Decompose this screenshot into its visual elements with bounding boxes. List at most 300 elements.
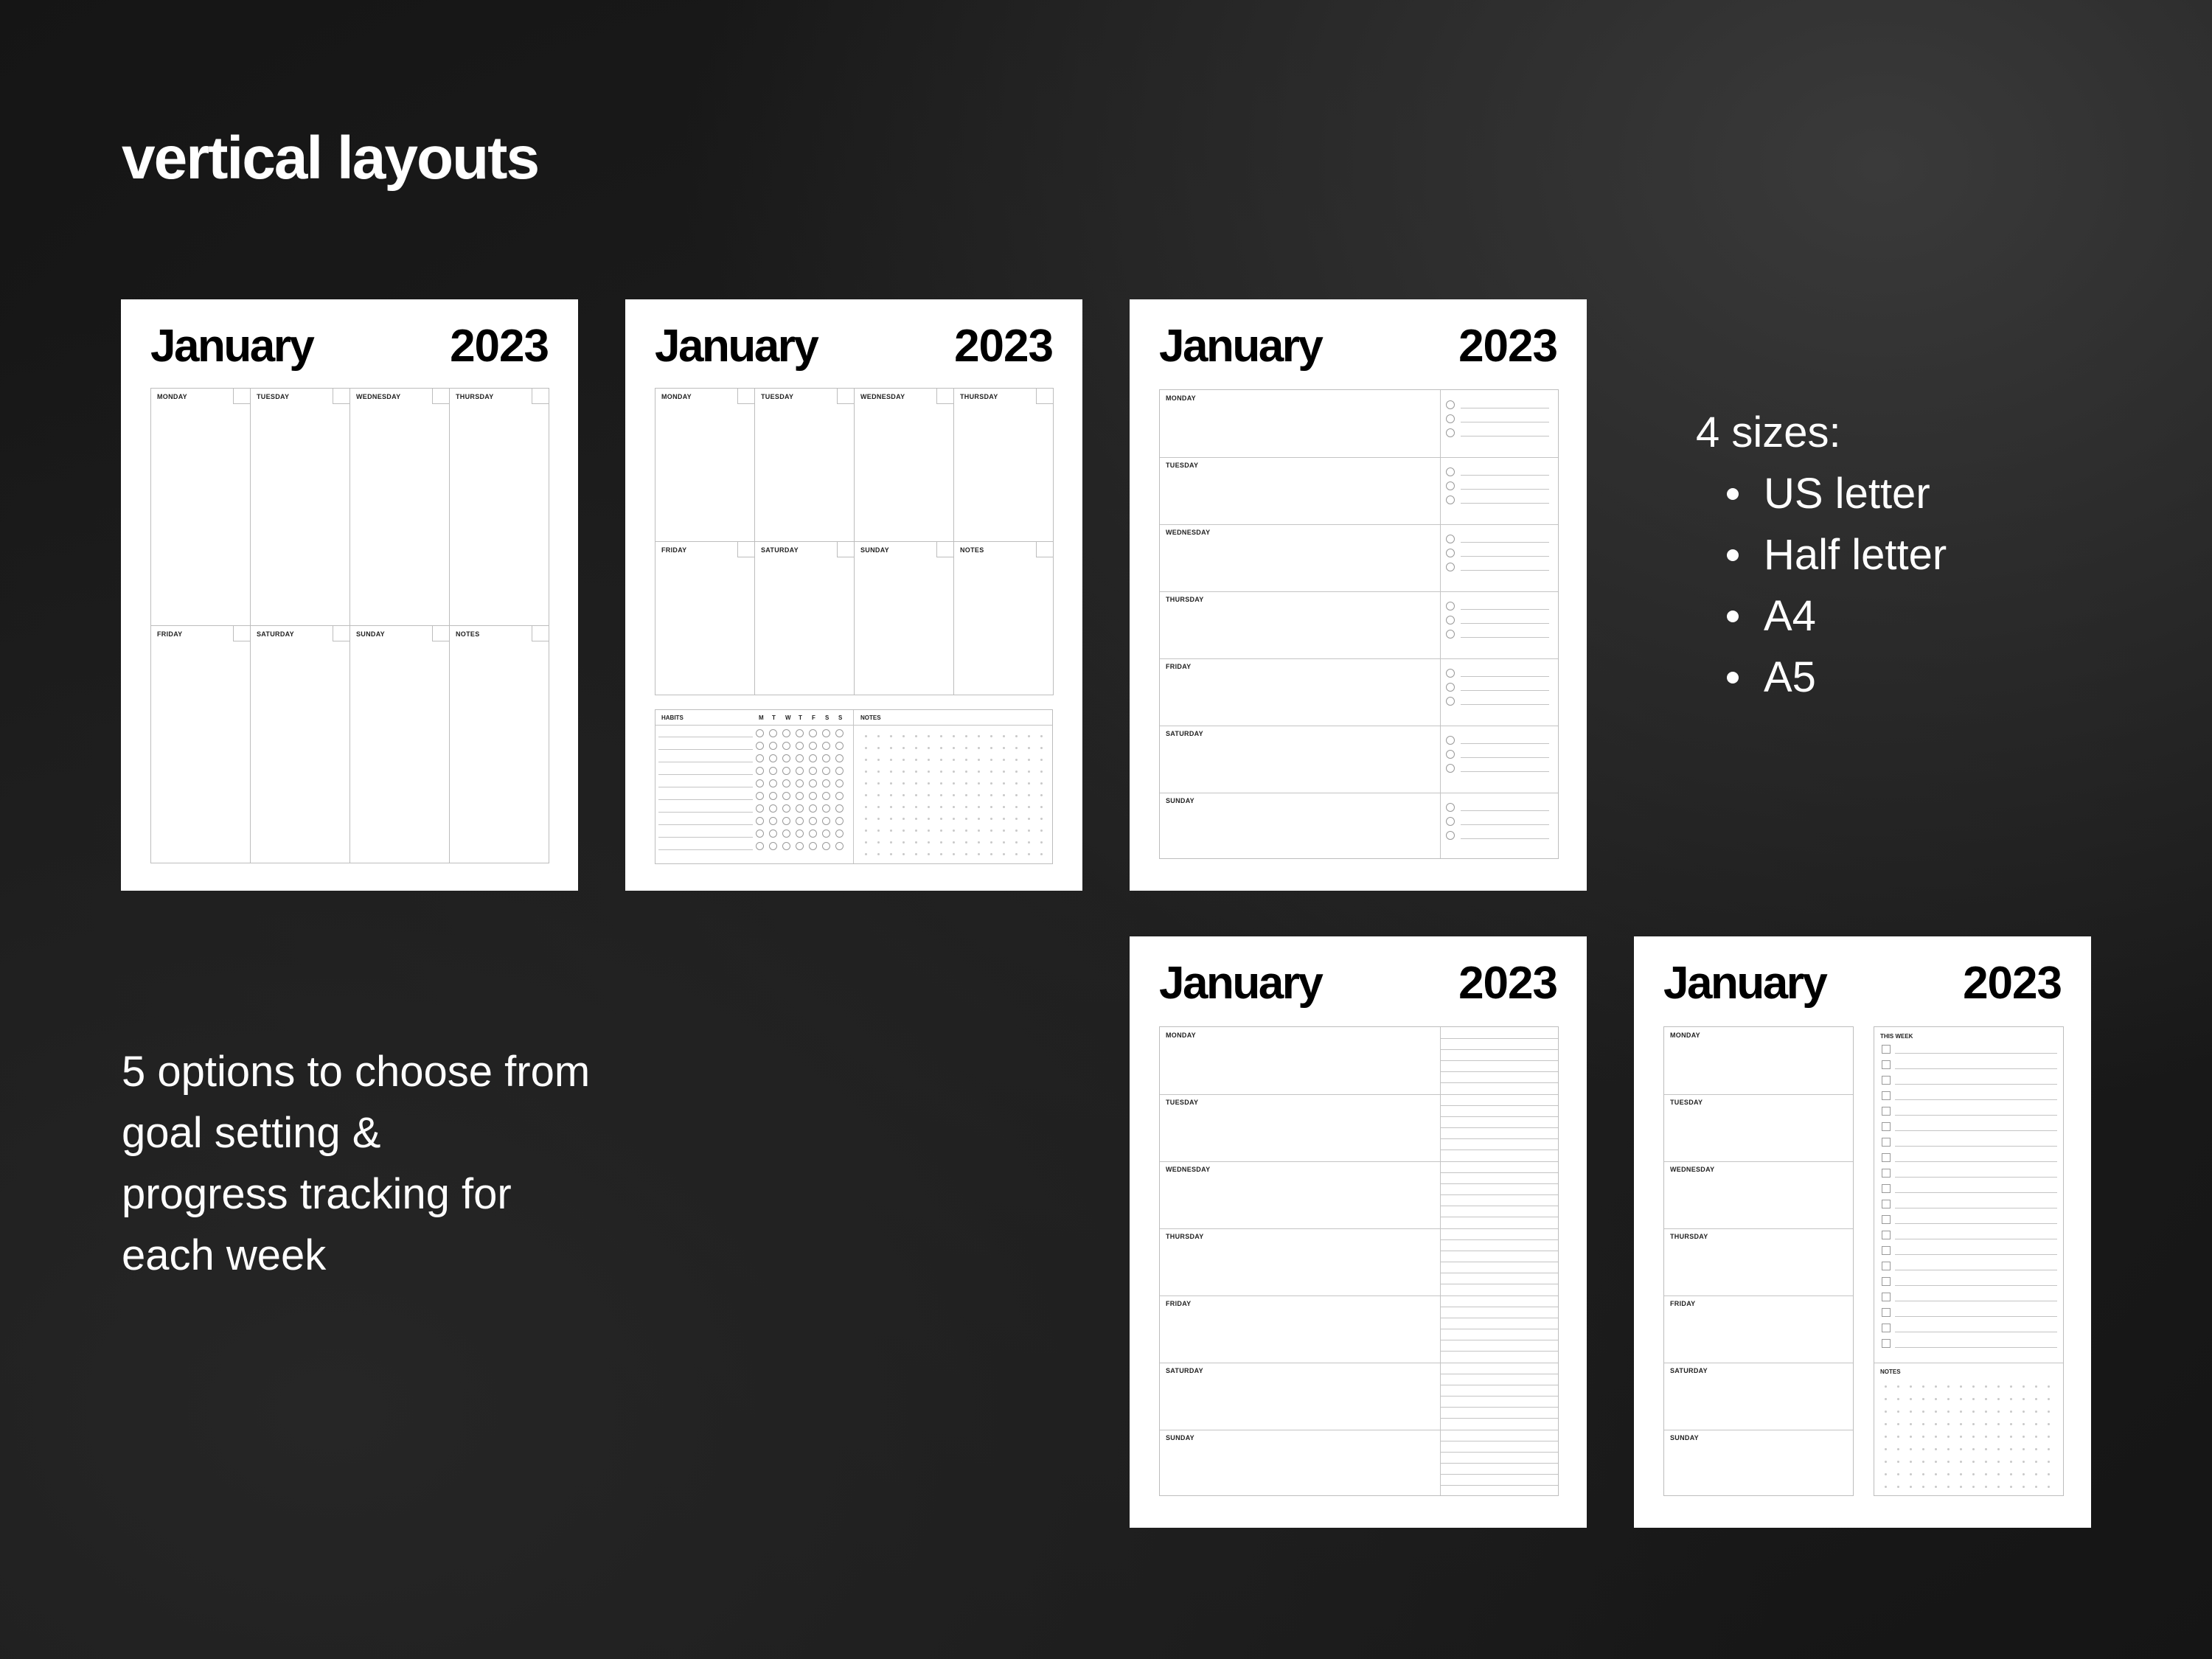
dot-grid <box>928 853 930 855</box>
task-line <box>1895 1285 2057 1286</box>
habit-circle <box>835 754 844 762</box>
day-label: THURSDAY <box>1166 596 1204 603</box>
date-tab <box>936 388 954 404</box>
task-circle <box>1446 414 1455 423</box>
dot-grid <box>1003 853 1005 855</box>
dot-grid <box>902 806 905 808</box>
dot-grid <box>1922 1461 1924 1463</box>
dot-grid <box>1997 1486 2000 1488</box>
dot-grid <box>1985 1461 1987 1463</box>
habit-line <box>658 774 753 775</box>
dot-grid <box>865 806 867 808</box>
habit-line <box>658 824 753 825</box>
dot-grid <box>1003 771 1005 773</box>
dot-grid <box>1947 1448 1950 1450</box>
date-tab <box>1036 541 1054 557</box>
dot-grid <box>915 759 917 761</box>
day-label: FRIDAY <box>157 630 183 638</box>
row-divider <box>1160 1228 1558 1229</box>
task-line <box>1895 1068 2057 1069</box>
dot-grid <box>990 818 992 820</box>
habit-circle <box>796 804 804 813</box>
dot-grid <box>1985 1448 1987 1450</box>
dot-grid <box>1935 1486 1937 1488</box>
task-circle <box>1446 428 1455 437</box>
row-divider <box>1664 1161 1853 1162</box>
dot-grid <box>902 830 905 832</box>
habit-circle <box>809 742 817 750</box>
date-tab <box>837 388 855 404</box>
dot-grid <box>2023 1473 2025 1475</box>
dot-grid <box>1028 759 1030 761</box>
day-box <box>655 388 755 542</box>
dot-grid <box>2035 1398 2037 1400</box>
day-box <box>150 388 251 626</box>
date-tab <box>233 388 251 404</box>
dot-grid <box>990 853 992 855</box>
dot-grid <box>1947 1423 1950 1425</box>
date-tab <box>737 541 755 557</box>
habit-circle <box>796 779 804 787</box>
dot-grid <box>940 735 942 737</box>
day-label: THURSDAY <box>456 393 494 400</box>
dot-grid <box>1985 1398 1987 1400</box>
dot-grid <box>2048 1486 2050 1488</box>
dot-grid <box>1947 1385 1950 1388</box>
row-divider <box>1160 1094 1558 1095</box>
dot-grid <box>940 759 942 761</box>
task-line <box>1461 503 1549 504</box>
size-item: A4 <box>1727 585 1947 647</box>
dot-grid <box>953 818 955 820</box>
lined-row <box>1440 1105 1558 1106</box>
dot-grid <box>1040 735 1043 737</box>
dot-grid <box>1910 1486 1912 1488</box>
date-tab <box>532 625 549 641</box>
dot-grid <box>1972 1473 1975 1475</box>
dot-grid <box>1922 1486 1924 1488</box>
dot-grid <box>902 794 905 796</box>
dot-grid <box>1897 1473 1899 1475</box>
dot-grid <box>1885 1448 1887 1450</box>
day-box <box>349 625 450 863</box>
dot-grid <box>877 841 880 844</box>
dot-grid <box>1997 1461 2000 1463</box>
task-line <box>1461 771 1549 772</box>
task-line <box>1461 542 1549 543</box>
dot-grid <box>1028 794 1030 796</box>
habit-circle <box>796 817 804 825</box>
this-week-label: THIS WEEK <box>1880 1033 1913 1040</box>
day-label: THURSDAY <box>960 393 998 400</box>
dot-grid <box>1885 1385 1887 1388</box>
dot-grid <box>940 747 942 749</box>
dot-grid <box>1935 1398 1937 1400</box>
task-line <box>1461 743 1549 744</box>
dot-grid <box>1040 853 1043 855</box>
task-checkbox <box>1882 1339 1891 1348</box>
row-divider <box>1160 1161 1558 1162</box>
habit-day-label: W <box>785 714 791 721</box>
row-divider <box>1160 658 1558 659</box>
day-label: WEDNESDAY <box>1166 529 1211 536</box>
dot-grid <box>1885 1411 1887 1413</box>
dot-grid <box>865 759 867 761</box>
task-line <box>1895 1254 2057 1255</box>
page-header <box>1159 320 1557 379</box>
dot-grid <box>1935 1473 1937 1475</box>
task-circle <box>1446 630 1455 639</box>
dot-grid <box>965 806 967 808</box>
habit-circle <box>822 742 830 750</box>
dot-grid <box>1040 841 1043 844</box>
day-label: SUNDAY <box>1670 1434 1699 1441</box>
habit-circle <box>796 754 804 762</box>
dot-grid <box>915 818 917 820</box>
habit-circle <box>796 830 804 838</box>
day-label: SATURDAY <box>1166 730 1203 737</box>
habit-circle <box>835 729 844 737</box>
dot-grid <box>1897 1398 1899 1400</box>
dot-grid <box>2048 1385 2050 1388</box>
dot-grid <box>1885 1398 1887 1400</box>
dot-grid <box>890 853 892 855</box>
task-circle <box>1446 467 1455 476</box>
dot-grid <box>1003 841 1005 844</box>
dot-grid <box>965 735 967 737</box>
dot-grid <box>1947 1411 1950 1413</box>
habit-day-label: S <box>825 714 830 721</box>
page-month: January <box>150 321 313 372</box>
notes-label: NOTES <box>1880 1368 1901 1375</box>
dot-grid <box>1910 1436 1912 1438</box>
habit-circle <box>769 830 777 838</box>
dot-grid <box>890 747 892 749</box>
dot-grid <box>1015 771 1018 773</box>
lined-row <box>1440 1463 1558 1464</box>
task-circle <box>1446 683 1455 692</box>
dot-grid <box>1935 1448 1937 1450</box>
divider <box>655 725 1052 726</box>
row-divider <box>1664 1094 1853 1095</box>
dot-grid <box>1910 1473 1912 1475</box>
dot-grid <box>1040 818 1043 820</box>
habit-circle <box>822 767 830 775</box>
task-circle <box>1446 669 1455 678</box>
dot-grid <box>1960 1486 1962 1488</box>
dot-grid <box>2023 1411 2025 1413</box>
dot-grid <box>2023 1398 2025 1400</box>
task-circle <box>1446 495 1455 504</box>
lined-row <box>1440 1060 1558 1061</box>
dot-grid <box>890 782 892 785</box>
dot-grid <box>902 735 905 737</box>
habit-circle <box>835 817 844 825</box>
date-tab <box>837 541 855 557</box>
dot-grid <box>928 747 930 749</box>
habit-circle <box>835 742 844 750</box>
habit-line <box>658 849 753 850</box>
dot-grid <box>902 782 905 785</box>
dot-grid <box>953 782 955 785</box>
dot-grid <box>1922 1448 1924 1450</box>
day-label: NOTES <box>960 546 984 554</box>
dot-grid <box>877 747 880 749</box>
dot-grid <box>902 771 905 773</box>
task-line <box>1895 1161 2057 1162</box>
habit-circle <box>782 779 790 787</box>
habit-circle <box>769 754 777 762</box>
dot-grid <box>1910 1461 1912 1463</box>
dot-grid <box>965 759 967 761</box>
dot-grid <box>978 841 980 844</box>
dot-grid <box>890 794 892 796</box>
dot-grid <box>965 841 967 844</box>
task-circle <box>1446 549 1455 557</box>
lined-row <box>1440 1418 1558 1419</box>
size-item: Half letter <box>1727 524 1947 585</box>
habit-circle <box>756 830 764 838</box>
date-tab <box>532 388 549 404</box>
dot-grid <box>890 841 892 844</box>
dot-grid <box>978 782 980 785</box>
day-box <box>150 625 251 863</box>
dot-grid <box>1897 1411 1899 1413</box>
day-label: SATURDAY <box>761 546 799 554</box>
habit-circle <box>809 729 817 737</box>
dot-grid <box>2010 1436 2012 1438</box>
dot-grid <box>1972 1411 1975 1413</box>
habit-circle <box>782 742 790 750</box>
lined-row <box>1440 1172 1558 1173</box>
dot-grid <box>2023 1486 2025 1488</box>
dot-grid <box>2048 1436 2050 1438</box>
page-header <box>1159 957 1557 1016</box>
habit-circle <box>756 804 764 813</box>
dot-grid <box>1947 1486 1950 1488</box>
dot-grid <box>1935 1423 1937 1425</box>
task-line <box>1461 637 1549 638</box>
dot-grid <box>978 759 980 761</box>
dot-grid <box>978 818 980 820</box>
dot-grid <box>1997 1436 2000 1438</box>
dot-grid <box>978 853 980 855</box>
dot-grid <box>865 818 867 820</box>
dot-grid <box>965 771 967 773</box>
page-header <box>655 320 1053 379</box>
options-line: progress tracking for <box>122 1170 512 1218</box>
habit-circle <box>756 767 764 775</box>
task-line <box>1461 838 1549 839</box>
dot-grid <box>1997 1398 2000 1400</box>
task-checkbox <box>1882 1107 1891 1116</box>
habit-circle <box>835 830 844 838</box>
date-tab <box>233 625 251 641</box>
day-label: MONDAY <box>1670 1032 1700 1039</box>
dot-grid <box>928 771 930 773</box>
dot-grid <box>1028 735 1030 737</box>
lined-row <box>1440 1407 1558 1408</box>
dot-grid <box>2035 1461 2037 1463</box>
dot-grid <box>1910 1385 1912 1388</box>
dot-grid <box>877 806 880 808</box>
dot-grid <box>1922 1385 1924 1388</box>
task-line <box>1895 1130 2057 1131</box>
dot-grid <box>915 735 917 737</box>
task-checkbox <box>1882 1169 1891 1178</box>
date-tab <box>333 388 350 404</box>
dot-grid <box>940 794 942 796</box>
dot-grid <box>2023 1436 2025 1438</box>
dot-grid <box>2048 1448 2050 1450</box>
habit-circle <box>769 729 777 737</box>
habit-circle <box>809 830 817 838</box>
dot-grid <box>1910 1423 1912 1425</box>
habit-circle <box>796 742 804 750</box>
dot-grid <box>1015 759 1018 761</box>
habits-label: HABITS <box>661 714 684 721</box>
habit-line <box>658 837 753 838</box>
task-checkbox <box>1882 1076 1891 1085</box>
dot-grid <box>1972 1385 1975 1388</box>
dot-grid <box>940 782 942 785</box>
day-label: MONDAY <box>1166 1032 1196 1039</box>
page-year: 2023 <box>450 321 549 372</box>
task-line <box>1461 690 1549 691</box>
habit-circle <box>756 779 764 787</box>
task-checkbox <box>1882 1308 1891 1317</box>
dot-grid <box>1972 1398 1975 1400</box>
dot-grid <box>915 841 917 844</box>
habit-circle <box>822 830 830 838</box>
dot-grid <box>865 794 867 796</box>
dot-grid <box>965 794 967 796</box>
dot-grid <box>915 782 917 785</box>
day-label: FRIDAY <box>1670 1300 1696 1307</box>
dot-grid <box>978 735 980 737</box>
day-box <box>953 388 1054 542</box>
lined-row <box>1440 1049 1558 1050</box>
dot-grid <box>1003 735 1005 737</box>
task-line <box>1461 475 1549 476</box>
dot-grid <box>1003 818 1005 820</box>
day-label: THURSDAY <box>1670 1233 1708 1240</box>
habit-circle <box>769 842 777 850</box>
dot-grid <box>902 818 905 820</box>
day-label: SATURDAY <box>1166 1367 1203 1374</box>
task-circle <box>1446 817 1455 826</box>
day-label: FRIDAY <box>661 546 687 554</box>
dot-grid <box>978 830 980 832</box>
dot-grid <box>2048 1398 2050 1400</box>
habit-circle <box>782 830 790 838</box>
dot-grid <box>965 853 967 855</box>
task-line <box>1895 1316 2057 1317</box>
dot-grid <box>1997 1411 2000 1413</box>
dot-grid <box>2010 1486 2012 1488</box>
habit-line <box>658 799 753 800</box>
dot-grid <box>953 853 955 855</box>
lined-row <box>1440 1351 1558 1352</box>
dot-grid <box>1960 1461 1962 1463</box>
habit-circle <box>782 729 790 737</box>
task-checkbox <box>1882 1122 1891 1131</box>
dot-grid <box>1985 1411 1987 1413</box>
dot-grid <box>978 806 980 808</box>
lined-row <box>1440 1474 1558 1475</box>
week-frame <box>1159 1026 1559 1496</box>
row-divider <box>1160 524 1558 525</box>
habit-circle <box>822 842 830 850</box>
dot-grid <box>2010 1473 2012 1475</box>
row-divider <box>1664 1295 1853 1296</box>
task-checkbox <box>1882 1293 1891 1301</box>
dot-grid <box>953 830 955 832</box>
task-circle <box>1446 481 1455 490</box>
lined-row <box>1440 1396 1558 1397</box>
divider <box>853 710 854 863</box>
dot-grid <box>1028 782 1030 785</box>
dot-grid <box>877 759 880 761</box>
dot-grid <box>1897 1436 1899 1438</box>
page-month: January <box>1663 958 1826 1009</box>
habit-circle <box>769 767 777 775</box>
habit-line <box>658 812 753 813</box>
page-header <box>150 320 549 379</box>
task-circle <box>1446 563 1455 571</box>
lined-row <box>1440 1183 1558 1184</box>
page-month: January <box>1159 321 1322 372</box>
dot-grid <box>2010 1411 2012 1413</box>
date-tab <box>432 388 450 404</box>
dot-grid <box>1028 830 1030 832</box>
task-checkbox <box>1882 1277 1891 1286</box>
dot-grid <box>1947 1461 1950 1463</box>
day-box <box>250 625 350 863</box>
dot-grid <box>1935 1385 1937 1388</box>
page-month: January <box>655 321 818 372</box>
task-line <box>1461 556 1549 557</box>
dot-grid <box>940 806 942 808</box>
dot-grid <box>1985 1423 1987 1425</box>
lined-row <box>1440 1194 1558 1195</box>
habit-circle <box>835 767 844 775</box>
day-box <box>953 541 1054 695</box>
dot-grid <box>1015 782 1018 785</box>
dot-grid <box>965 818 967 820</box>
dot-grid <box>928 806 930 808</box>
task-line <box>1895 1115 2057 1116</box>
day-label: SATURDAY <box>257 630 294 638</box>
notes-label: NOTES <box>860 714 881 721</box>
task-circle <box>1446 697 1455 706</box>
day-box <box>655 541 755 695</box>
dot-grid <box>865 830 867 832</box>
dot-grid <box>877 818 880 820</box>
planner-layout-4 <box>1130 936 1587 1528</box>
dot-grid <box>940 830 942 832</box>
task-line <box>1895 1146 2057 1147</box>
habit-circle <box>835 842 844 850</box>
size-item: US letter <box>1727 463 1947 524</box>
dot-grid <box>1885 1461 1887 1463</box>
task-checkbox <box>1882 1138 1891 1147</box>
habit-day-label: T <box>799 714 802 721</box>
dot-grid <box>1040 806 1043 808</box>
lined-row <box>1440 1082 1558 1083</box>
day-label: FRIDAY <box>1166 663 1192 670</box>
dot-grid <box>928 841 930 844</box>
